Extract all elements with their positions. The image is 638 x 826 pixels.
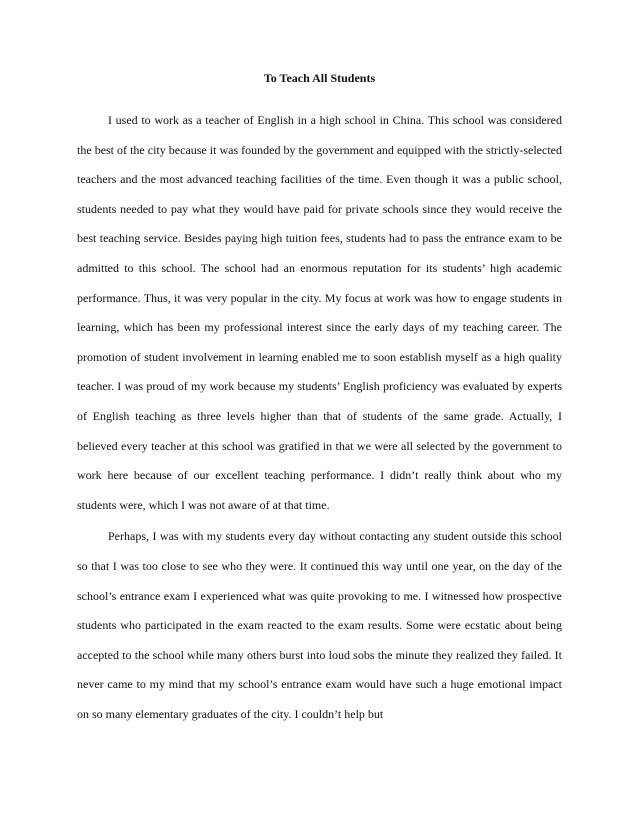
document-title: To Teach All Students (263, 71, 376, 85)
paragraph-1: I used to work as a teacher of English in a high school in China. This school was considered the best of the city because it was founded by the government and equipped with the strictly-selected teachers and the most advanced teaching facilities of the time. Even though it was a public school, students needed to pay what they would have paid for private schools since they would receive the best teaching service. Besides paying high tuition fees, students had to pass the entrance exam to be admitted to this school. The school had an enormous reputation for its students’ high academic performance. Thus, it was very popular in the city. My focus at work was how to engage students in learning, which has been my professional interest since the early days of my teaching career. The promotion of student involvement in learning enabled me to soon establish myself as a high quality teacher. I was proud of my work because my students’ English proficiency was evaluated by experts of English teaching as three levels higher than that of students of the same grade. Actually, I believed every teacher at this school was gratified in that we were all selected by the government to work here because of our excellent teaching performance. I didn’t really think about who my students were, which I was not aware of at that time. (77, 113, 562, 512)
paragraph-2: Perhaps, I was with my students every day without contacting any student outside this school so that I was too close to see who they were. It continued this way until one year, on the day of the school’s entrance exam I experienced what was quite provoking to me. I witnessed how prospective students who participated in the exam reacted to the exam results. Some were ecstatic about being accepted to the school while many others burst into loud sobs the minute they realized they failed. It never came to my mind that my school’s entrance exam would have such a huge emotional impact on so many elementary graduates of the city. I couldn’t help but (77, 529, 562, 721)
